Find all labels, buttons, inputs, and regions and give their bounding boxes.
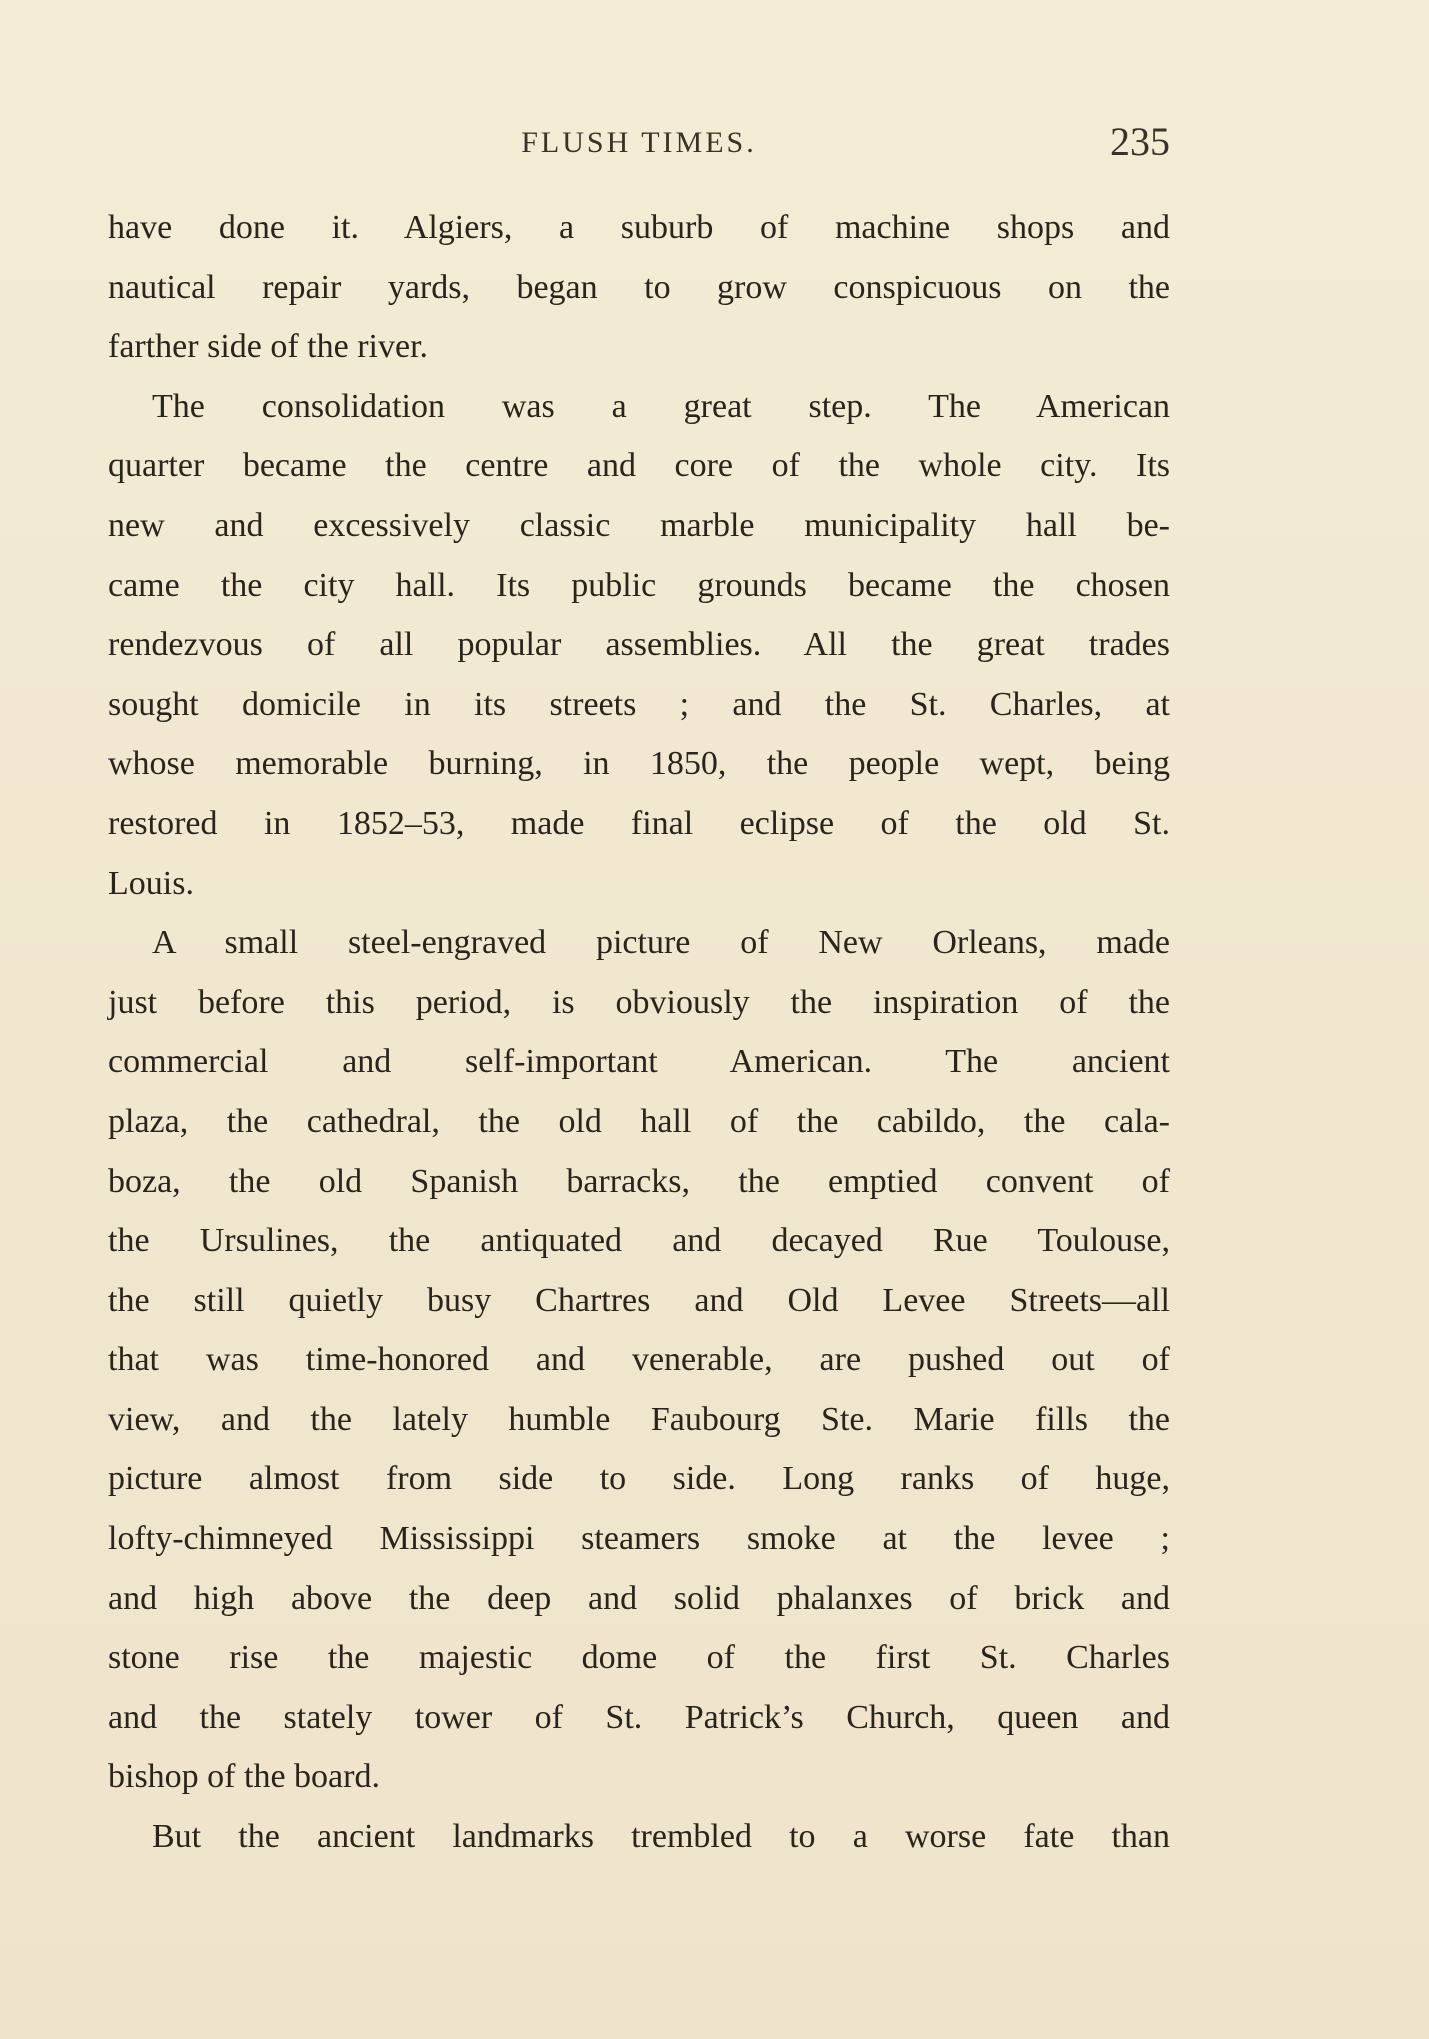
text-line: restored in 1852–53, made final eclipse of the old St. [108,804,1170,842]
text-line: picture almost from side to side. Long ranks of huge, [108,1460,1170,1498]
body-text [108,198,1170,1867]
text-line: nautical repair yards, began to grow conspicuous on the [108,268,1170,306]
text-line: quarter became the centre and core of the whole city. Its [108,447,1170,485]
text-line: bishop of the board. [108,1758,380,1796]
text-line: A small steel-engraved picture of New Orleans, made [152,924,1170,962]
text-line: But the ancient landmarks trembled to a worse fate than [152,1818,1170,1856]
text-line: commercial and self-important American. The ancient [108,1043,1170,1081]
text-line: plaza, the cathedral, the old hall of the cabildo, the cala- [108,1102,1170,1140]
text-line: have done it. Algiers, a suburb of machine shops and [108,209,1170,246]
text-line: farther side of the river. [108,328,429,366]
text-line: that was time-honored and venerable, are pushed out of [108,1341,1170,1379]
text-line: the Ursulines, the antiquated and decayed Rue Toulouse, [108,1222,1170,1260]
text-line: came the city hall. Its public grounds became the chosen [108,566,1170,604]
running-head: FLUSH TIMES. [521,126,757,159]
text-line: sought domicile in its streets ; and the St. Charles, at [108,685,1170,723]
text-line: Louis. [108,864,194,902]
page-number: 235 [1110,119,1170,164]
text-line: stone rise the majestic dome of the first St. Charles [108,1639,1170,1677]
text-line: lofty-chimneyed Mississippi steamers smoke at the levee ; [108,1520,1170,1558]
text-line: the still quietly busy Chartres and Old Levee Streets—all [108,1281,1170,1319]
text-line: and the stately tower of St. Patrick’s Church, queen and [108,1698,1170,1736]
page-header [108,118,1170,168]
text-line: whose memorable burning, in 1850, the people wept, being [108,745,1170,783]
text-line: view, and the lately humble Faubourg Ste. Marie fills the [108,1400,1170,1438]
text-line: new and excessively classic marble municipality hall be- [108,506,1170,544]
text-line: boza, the old Spanish barracks, the emptied convent of [108,1162,1170,1200]
text-line: and high above the deep and solid phalanxes of brick and [108,1579,1170,1617]
text-line: just before this period, is obviously the inspiration of the [108,983,1170,1021]
text-line: The consolidation was a great step. The American [152,387,1170,425]
text-line: rendezvous of all popular assemblies. All the great trades [108,626,1170,664]
